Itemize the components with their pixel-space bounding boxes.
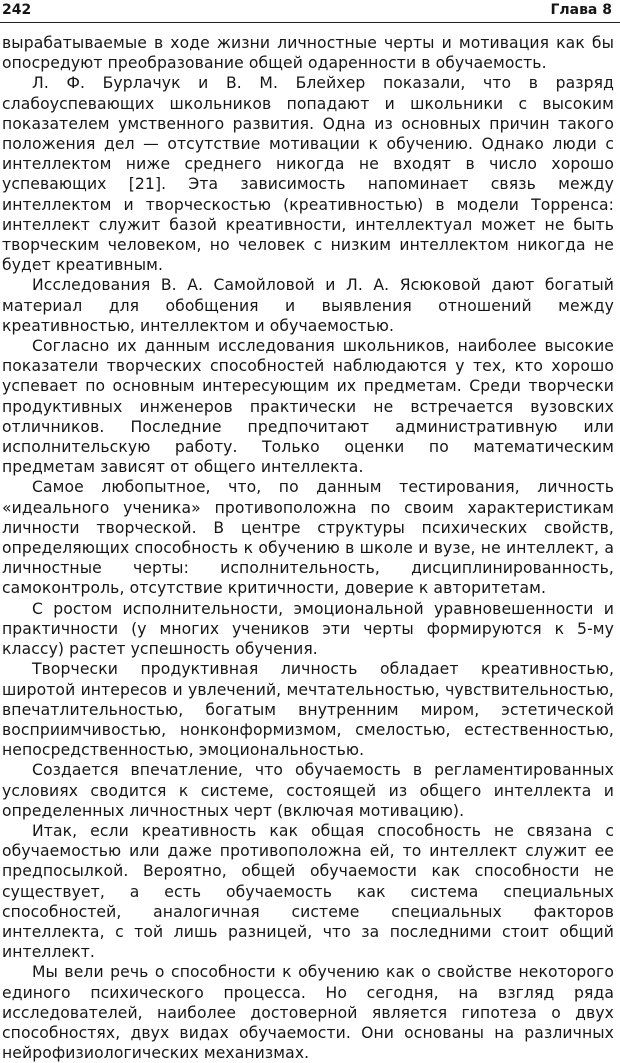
paragraph: Создается впечатление, что обучаемость в регламентированных условиях сводится к системе, состоящей из общего интеллекта и определенных личностных черт (включая мотивацию). <box>2 761 614 820</box>
header-rule <box>0 22 620 23</box>
paragraph: Л. Ф. Бурлачук и В. М. Блейхер показали, что в разряд слабоуспевающих школьников попадают и школьники с высоким показателем умственного развития. Одна из основных причин такого положения дел — отсутствие мотивации к обучению. Однако люди с интеллектом ниже среднего никогда не входят в число хорошо успевающих [21]. Эта зависимость напоминает связь между интеллектом и творческостью (креативностью) в модели Торренса: интеллект служит базой креативности, интеллектуал может не быть творческим человеком, но человек с низким интеллектом никогда не будет креативным. <box>2 74 614 275</box>
page-header <box>0 0 620 24</box>
paragraph: Мы вели речь о способности к обучению как о свойстве некоторого единого психического процесса. Но сегодня, на взгляд ряда исследователей, наиболее достоверной является гипотеза о двух способностях, двух видах обучаемости. Они основаны на различных нейрофизиологических механизмах. <box>2 963 614 1063</box>
page-body <box>2 33 614 1063</box>
paragraph: Самое любопытное, что, по данным тестирования, личность «идеального ученика» противоположна по своим характеристикам личности творческой. В центре структуры психических свойств, определяющих способность к обучению в школе и вузе, не интеллект, а личностные черты: исполнительность, дисциплинированность, самоконтроль, отсутствие критичности, доверие к авторитетам. <box>2 478 614 598</box>
paragraph: Творчески продуктивная личность обладает креативностью, широтой интересов и увлечений, мечтательностью, чувствительностью, впечатлительностью, богатым внутренним миром, эстетической восприимчивостью, нонконформизмом, смелостью, естественностью, непосредственностью, эмоциональностью. <box>2 660 614 760</box>
paragraph: Согласно их данным исследования школьников, наиболее высокие показатели творческих способностей наблюдаются у тех, кто хорошо успевает по основным интересующим их предметам. Среди творчески продуктивных инженеров практически не встречается вузовских отличников. Последние предпочитают административную или исполнительскую работу. Только оценки по математическим предметам зависят от общего интеллекта. <box>2 337 614 477</box>
paragraph: Исследования В. А. Самойловой и Л. А. Ясюковой дают богатый материал для обобщения и выявления отношений между креативностью, интеллектом и обучаемостью. <box>2 276 614 335</box>
paragraph: С ростом исполнительности, эмоциональной уравновешенности и практичности (у многих учеников эти черты формируются к 5-му классу) растет успешность обучения. <box>2 599 614 659</box>
page-number: 242 <box>2 2 32 18</box>
paragraph: Итак, если креативность как общая способность не связана с обучаемостью или даже противоположна ей, то интеллект служит ее предпосылкой. Вероятно, общей обучаемости как способности не существует, а есть обучаемость как система специальных способностей, аналогичная системе специальных факторов интеллекта, с той лишь разницей, что за последними стоит общий интеллект. <box>2 821 614 962</box>
chapter-title: Глава 8 <box>550 2 612 18</box>
paragraph: вырабатываемые в ходе жизни личностные черты и мотивация как бы опосредуют преобразование общей одаренности в обучаемость. <box>2 34 614 73</box>
